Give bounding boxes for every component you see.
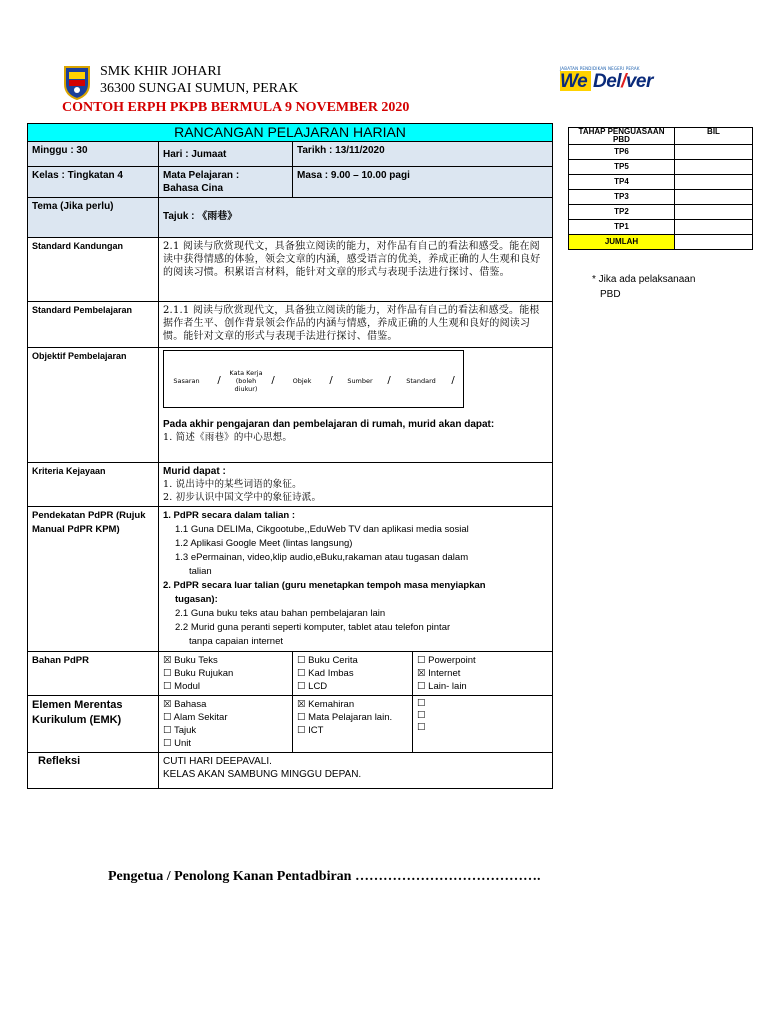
tp-row-label: TP5 [569, 160, 675, 175]
pdpr-item-2-2-cont: tanpa capaian internet [189, 636, 284, 647]
refleksi-cell [159, 753, 553, 789]
tp-row-value[interactable] [675, 145, 753, 160]
bahan-powerpoint[interactable]: ☐ Powerpoint [417, 655, 476, 666]
minggu-cell: Minggu : 30 [28, 142, 159, 167]
school-address: 36300 SUNGAI SUMUN, PERAK [100, 81, 299, 96]
logo-we: We [560, 71, 587, 93]
objektif-intro: Pada akhir pengajaran dan pembelajaran di rumah, murid akan dapat: [163, 419, 495, 430]
pdpr-item-2-1: 2.1 Guna buku teks atau bahan pembelajaran lain [175, 608, 386, 619]
emk-col-3 [413, 696, 553, 753]
hari-cell: Hari : Jumaat [159, 142, 293, 167]
rph-heading: RANCANGAN PELAJARAN HARIAN [28, 124, 553, 142]
emk-ict[interactable]: ☐ ICT [297, 725, 324, 736]
tp-total-value[interactable] [675, 235, 753, 250]
mata-pelajaran-label: Mata Pelajaran : [163, 170, 240, 181]
tp-row-label: TP1 [569, 220, 675, 235]
pdpr-offline-heading-cont: tugasan): [175, 594, 218, 605]
pendekatan-cell [159, 507, 553, 652]
bahan-label: Bahan PdPR [28, 652, 159, 696]
tp-row-label: TP2 [569, 205, 675, 220]
school-crest-icon [62, 64, 92, 100]
mata-pelajaran-value: Bahasa Cina [163, 183, 224, 194]
logo-tagline: JABATAN PENDIDIKAN NEGERI PERAK [560, 66, 640, 71]
emk-col-2 [293, 696, 413, 753]
tahap-penguasaan-table [568, 127, 753, 250]
emk-blank-2[interactable]: ☐ [417, 710, 426, 721]
bahan-col-3 [413, 652, 553, 696]
kriteria-cell [159, 463, 553, 507]
tp-row-value[interactable] [675, 160, 753, 175]
pdpr-item-2-2: 2.2 Murid guna peranti seperti komputer, tablet atau telefon pintar [175, 622, 451, 633]
pdpr-item-1-1: 1.1 Guna DELIMa, Cikgootube,,EduWeb TV dan aplikasi media sosial [175, 524, 469, 535]
bahan-internet[interactable]: ☒ Internet [417, 668, 461, 679]
tp-row-label: TP3 [569, 190, 675, 205]
emk-blank-3[interactable]: ☐ [417, 722, 426, 733]
tajuk-cell: Tajuk : 《雨巷》 [159, 198, 553, 238]
sk-label: Standard Kandungan [28, 238, 159, 302]
obj-kata-kerja: Kata Kerja (boleh diukur) [229, 369, 263, 393]
obj-sep: / [217, 375, 221, 386]
obj-standard: Standard [406, 377, 436, 385]
refleksi-label: Refleksi [28, 753, 159, 789]
kriteria-label: Kriteria Kejayaan [28, 463, 159, 507]
objektif-label: Objektif Pembelajaran [28, 348, 159, 463]
tp-head-label: TAHAP PENGUASAAN PBD [569, 128, 675, 145]
tp-row-label: TP4 [569, 175, 675, 190]
kriteria-item-1: 1. 说出诗中的某些词语的象征。 [163, 479, 302, 490]
emk-alam-sekitar[interactable]: ☐ Alam Sekitar [163, 712, 228, 723]
obj-sumber: Sumber [347, 377, 373, 385]
bahan-lain-lain[interactable]: ☐ Lain- lain [417, 681, 467, 692]
emk-mata-pelajaran-lain[interactable]: ☐ Mata Pelajaran lain. [297, 712, 393, 723]
pendekatan-label: Pendekatan PdPR (Rujuk Manual PdPR KPM) [28, 507, 159, 652]
tp-row-value[interactable] [675, 190, 753, 205]
emk-kemahiran[interactable]: ☒ Kemahiran [297, 699, 355, 710]
emk-label: Elemen Merentas Kurikulum (EMK) [28, 696, 159, 753]
objektif-item: 1. 简述《雨巷》的中心思想。 [163, 432, 293, 443]
emk-tajuk[interactable]: ☐ Tajuk [163, 725, 197, 736]
tp-row-value[interactable] [675, 220, 753, 235]
rph-table [27, 123, 553, 789]
obj-sasaran: Sasaran [173, 377, 200, 385]
refleksi-line-1: CUTI HARI DEEPAVALI. [163, 756, 272, 767]
masa-cell: Masa : 9.00 – 10.00 pagi [293, 167, 553, 198]
emk-unit[interactable]: ☐ Unit [163, 738, 192, 749]
objektif-cell [159, 348, 553, 463]
bahan-buku-rujukan[interactable]: ☐ Buku Rujukan [163, 668, 234, 679]
bahan-col-1 [159, 652, 293, 696]
refleksi-line-2: KELAS AKAN SAMBUNG MINGGU DEPAN. [163, 769, 362, 780]
pdpr-online-heading: 1. PdPR secara dalam talian : [163, 510, 296, 521]
obj-sep: / [329, 375, 333, 386]
bahan-kad-imbas[interactable]: ☐ Kad Imbas [297, 668, 354, 679]
obj-sep: / [271, 375, 275, 386]
tp-row-value[interactable] [675, 205, 753, 220]
obj-sep: / [387, 375, 391, 386]
bahan-buku-teks[interactable]: ☒ Buku Teks [163, 655, 218, 666]
we-deliver-logo [558, 66, 690, 94]
tema-label: Tema (Jika perlu) [28, 198, 159, 238]
pdpr-item-1-3: 1.3 ePermainan, video,klip audio,eBuku,rakaman atau tugasan dalam [175, 552, 469, 563]
sp-label: Standard Pembelajaran [28, 302, 159, 348]
tp-row-value[interactable] [675, 175, 753, 190]
pdpr-item-1-2: 1.2 Aplikasi Google Meet (lintas langsung) [175, 538, 353, 549]
signature-line: Pengetua / Penolong Kanan Pentadbiran …………………………………. [108, 869, 541, 884]
obj-objek: Objek [292, 377, 312, 385]
objektif-template [163, 350, 464, 408]
sp-text: 2.1.1 阅读与欣赏现代文，具备独立阅读的能力，对作品有自己的看法和感受。能根据作者生平、创作背景领会作品的内涵与情感，养成正确的人生观和良好的阅读习惯。能针对文章的形式与表现手法进行探讨、借鉴。 [159, 302, 553, 348]
pdpr-item-1-3-cont: talian [189, 566, 212, 577]
obj-sep: / [451, 375, 455, 386]
tp-row-label: TP6 [569, 145, 675, 160]
logo-deliver: Del/ver [593, 71, 653, 92]
emk-col-1 [159, 696, 293, 753]
kelas-cell: Kelas : Tingkatan 4 [28, 167, 159, 198]
kriteria-item-2: 2. 初步认识中国文学中的象征诗派。 [163, 492, 322, 503]
bahan-col-2 [293, 652, 413, 696]
tp-note-pbd: PBD [600, 289, 621, 300]
tp-note: * Jika ada pelaksanaan [592, 274, 696, 285]
bahan-modul[interactable]: ☐ Modul [163, 681, 201, 692]
emk-bahasa[interactable]: ☒ Bahasa [163, 699, 207, 710]
tp-total-label: JUMLAH [569, 235, 675, 250]
kriteria-intro: Murid dapat : [163, 466, 226, 477]
sk-text: 2.1 阅读与欣赏现代文，具备独立阅读的能力，对作品有自己的看法和感受。能在阅读中获得情感的体验，领会文章的内涵，感受语言的优美，养成正确的人生观和良好的阅读习惯。积累语言材料，能针对文章的形式与表现手法进行探讨、借鉴。 [159, 238, 553, 302]
tp-head-bil: BIL [675, 128, 753, 145]
school-name: SMK KHIR JOHARI [100, 64, 222, 79]
tarikh-cell: Tarikh : 13/11/2020 [293, 142, 553, 167]
emk-blank-1[interactable]: ☐ [417, 698, 426, 709]
bahan-buku-cerita[interactable]: ☐ Buku Cerita [297, 655, 358, 666]
bahan-lcd[interactable]: ☐ LCD [297, 681, 328, 692]
mata-pelajaran-cell [159, 167, 293, 198]
page-title: CONTOH ERPH PKPB BERMULA 9 NOVEMBER 2020 [62, 100, 410, 115]
pdpr-offline-heading: 2. PdPR secara luar talian (guru menetapkan tempoh masa menyiapkan [163, 580, 486, 591]
